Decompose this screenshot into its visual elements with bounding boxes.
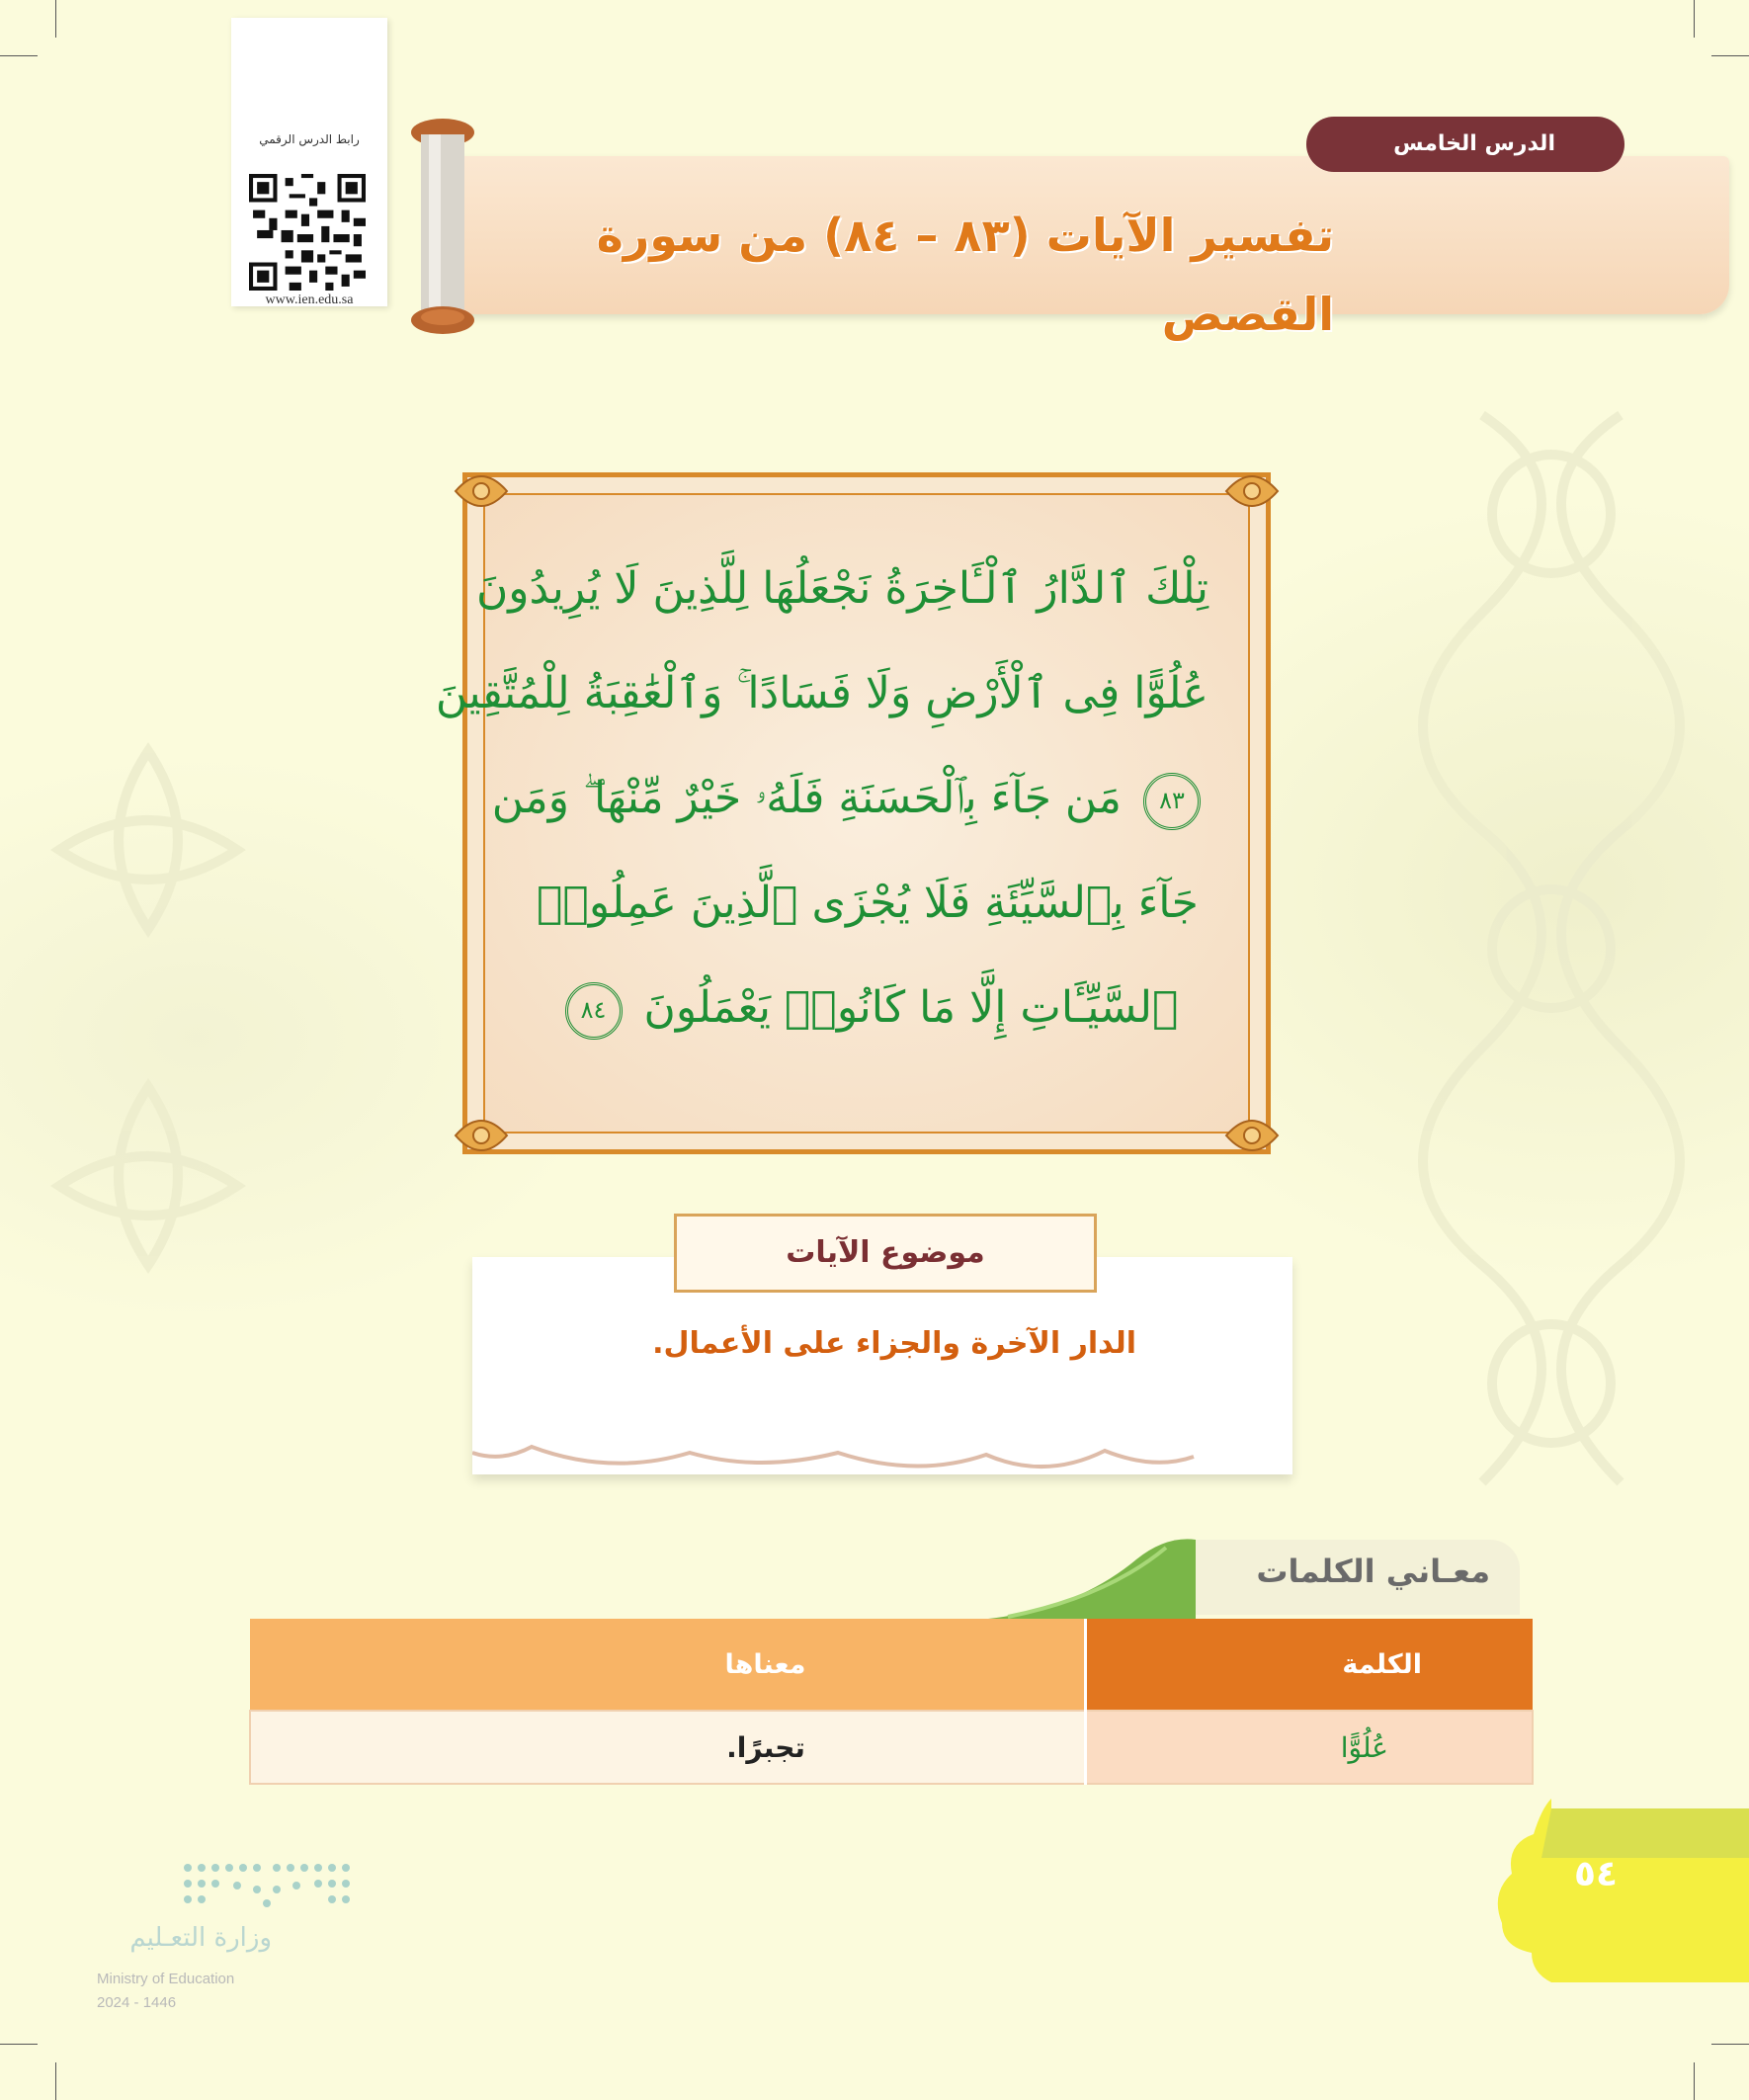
- table-row: [250, 1711, 1533, 1784]
- word-meanings-table: [249, 1619, 1534, 1785]
- crop-mark: [55, 0, 56, 38]
- ministry-year: 2024 - 1446: [97, 1994, 177, 2011]
- words-heading: معـاني الكلمات: [1256, 1553, 1490, 1590]
- word-cell: عُلُوًّا: [1086, 1711, 1534, 1784]
- ministry-name-english: Ministry of Education: [97, 1971, 235, 1987]
- topic-label: موضوع الآيات: [786, 1235, 985, 1270]
- verse-line-text: مَن جَآءَ بِٱلْحَسَنَةِ فَلَهُۥ خَيْرٌ مِّنْهَا ۖ وَمَن: [491, 773, 1122, 823]
- verse-frame: [435, 472, 1271, 1154]
- torn-paper-edge: [472, 1384, 1292, 1492]
- topic-label-box: [674, 1214, 1097, 1293]
- verse-line: تِلْكَ ٱلدَّارُ ٱلْـَٔاخِرَةُ نَجْعَلُهَا لِلَّذِينَ لَا يُرِيدُونَ: [475, 563, 1208, 614]
- lesson-badge: الدرس الخامس: [1306, 117, 1624, 172]
- leaf-decoration-icon: [988, 1538, 1196, 1621]
- ministry-name-arabic: وزارة التعـليم: [129, 1923, 272, 1953]
- verse-line: [491, 746, 1208, 851]
- page-number-badge: [1492, 1799, 1749, 1992]
- crop-mark: [0, 55, 38, 56]
- qr-caption: رابط الدرس الرقمي: [259, 132, 360, 146]
- ornament-corner-icon: [1216, 1100, 1288, 1171]
- ornament-corner-icon: [446, 456, 517, 527]
- column-header-word: الكلمة: [1086, 1619, 1534, 1711]
- qr-code-icon[interactable]: [249, 174, 366, 291]
- column-header-meaning: معناها: [250, 1619, 1086, 1711]
- crop-mark: [0, 2044, 38, 2045]
- verse-line: جَآءَ بِٱلسَّيِّئَةِ فَلَا يُجْزَى ٱلَّذِينَ عَمِلُوا۟: [537, 878, 1199, 928]
- qr-card[interactable]: [231, 18, 387, 306]
- verse-line: عُلُوًّا فِى ٱلْأَرْضِ وَلَا فَسَادًا ۚ وَٱلْعَٰقِبَةُ لِلْمُتَّقِينَ: [435, 668, 1208, 718]
- crop-mark: [1711, 55, 1749, 56]
- ayah-number-84: ٨٤: [565, 982, 623, 1040]
- verse-line-text: ٱلسَّيِّـَٔاتِ إِلَّا مَا كَانُوا۟ يَعْمَلُونَ: [643, 982, 1179, 1033]
- crop-mark: [55, 2062, 56, 2100]
- ministry-logo-icon: [178, 1858, 356, 1911]
- topic-text: الدار الآخرة والجزاء على الأعمال.: [652, 1326, 1136, 1361]
- verse-text-block: [435, 537, 1208, 1060]
- verse-line: [527, 956, 1208, 1060]
- meaning-cell: تجبرًا.: [250, 1711, 1086, 1784]
- ayah-number-83: ٨٣: [1143, 773, 1201, 830]
- page-number: ٥٤: [1574, 1854, 1618, 1894]
- qr-url[interactable]: www.ien.edu.sa: [265, 293, 354, 307]
- crop-mark: [1711, 2044, 1749, 2045]
- ornament-corner-icon: [1216, 456, 1288, 527]
- table-header-row: [250, 1619, 1533, 1711]
- lesson-title: تفسير الآيات (٨٣ – ٨٤) من سورة القصص: [596, 209, 1334, 341]
- crop-mark: [1694, 0, 1695, 38]
- crop-mark: [1694, 2062, 1695, 2100]
- ornament-corner-icon: [446, 1100, 517, 1171]
